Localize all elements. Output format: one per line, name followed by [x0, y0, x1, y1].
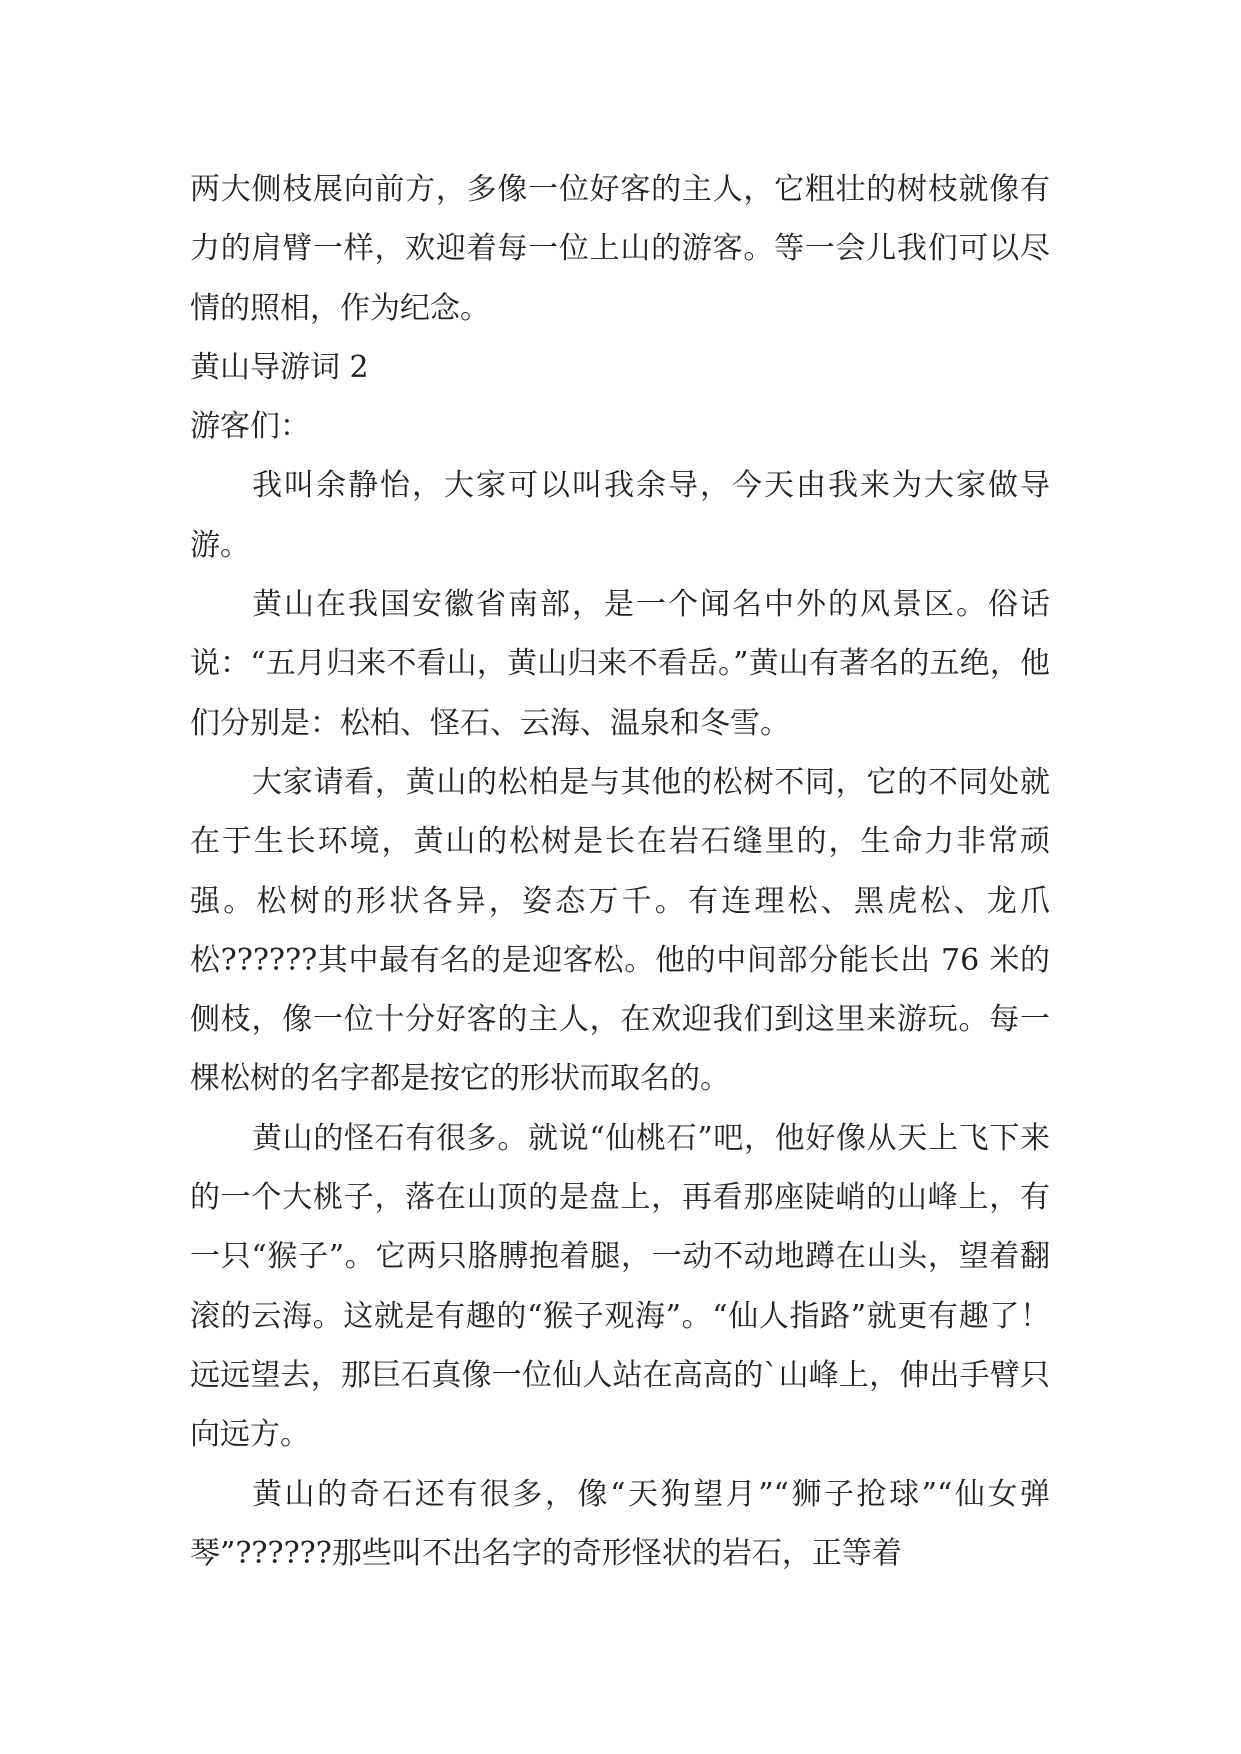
paragraph-more-rocks: 黄山的奇石还有很多，像“天狗望月”“狮子抢球”“仙女弹琴”??????那些叫不出名字的奇形怪状的岩石，正等着 — [190, 1476, 1050, 1571]
salutation: 游客们： — [190, 409, 310, 445]
paragraph-rocks: 黄山的怪石有很多。就说“仙桃石”吧，他好像从天上飞下来的一个大桃子，落在山顶的是盘上，再看那座陡峭的山峰上，有一只“猴子”。它两只胳膊抱着腿，一动不动地蹲在山头，望着翻滚的云海。这就是有趣的“猴子观海”。“仙人指路”就更有趣了！远远望去，那巨石真像一位仙人站在高高的`山峰上，伸出手臂只向远方。 — [190, 1120, 1050, 1453]
document-body — [190, 160, 1050, 1583]
section-title: 黄山导游词 2 — [190, 349, 369, 385]
paragraph-1: 两大侧枝展向前方，多像一位好客的主人，它粗壮的树枝就像有力的肩臂一样，欢迎着每一位上山的游客。等一会儿我们可以尽情的照相，作为纪念。 — [190, 172, 1050, 326]
paragraph-location: 黄山在我国安徽省南部，是一个闻名中外的风景区。俗话说：“五月归来不看山，黄山归来不看岳。”黄山有著名的五绝，他们分别是：松柏、怪石、云海、温泉和冬雪。 — [190, 587, 1050, 741]
paragraph-intro: 我叫余静怡，大家可以叫我余导，今天由我来为大家做导游。 — [190, 468, 1050, 563]
paragraph-pines: 大家请看，黄山的松柏是与其他的松树不同，它的不同处就在于生长环境，黄山的松树是长在岩石缝里的，生命力非常顽强。松树的形状各异，姿态万千。有连理松、黑虎松、龙爪松??????其中最有名的是迎客松。他的中间部分能长出 76 米的侧枝，像一位十分好客的主人，在欢迎我们到这里来游玩。每一棵松树的名字都是按它的形状而取名的。 — [190, 764, 1050, 1097]
